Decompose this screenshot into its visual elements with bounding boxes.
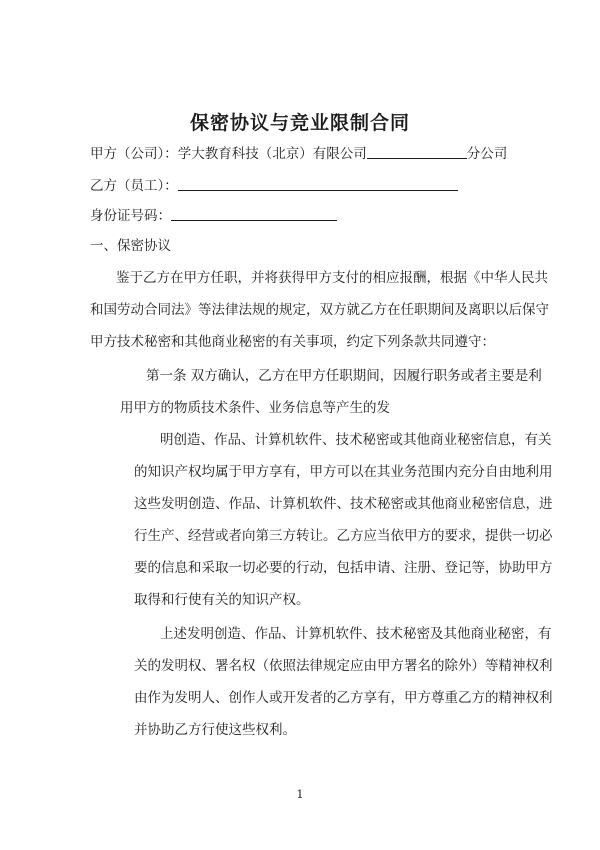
id-number-label: 身份证号码： (90, 208, 171, 224)
party-b-blank[interactable] (178, 176, 458, 191)
page-number: 1 (296, 788, 304, 801)
paragraph-line: 关的发明权、署名权（依照法律规定应由甲方署名的除外）等精神权利 (134, 658, 553, 674)
paragraph-line: 上述发明创造、作品、计算机软件、技术秘密及其他商业秘密，有 (160, 626, 552, 642)
party-a-label: 甲方（公司）： (90, 146, 178, 162)
intro-line: 鉴于乙方在甲方任职，并将获得甲方支付的相应报酬，根据《中华人民共 (116, 270, 548, 286)
party-b-label: 乙方（员工）： (90, 178, 178, 194)
party-b-line (90, 176, 458, 196)
id-number-line (90, 206, 337, 226)
party-a-line (90, 144, 507, 164)
paragraph-line: 这些发明创造、作品、计算机软件、技术秘密或其他商业秘密信息，进 (134, 496, 553, 512)
paragraph-line: 要的信息和采取一切必要的行动，包括申请、注册、登记等，协助甲方 (134, 560, 553, 576)
party-a-company: 学大教育科技（北京）有限公司 (177, 146, 367, 162)
paragraph-line: 由作为发明人、创作人或开发者的乙方享有，甲方尊重乙方的精神权利 (134, 690, 553, 706)
article-1-line: 第一条 双方确认，乙方在甲方任职期间，因履行职务或者主要是利 (146, 368, 542, 384)
document-title: 保密协议与竞业限制合同 (189, 112, 410, 134)
paragraph-line: 并协助乙方行使这些权利。 (134, 722, 296, 738)
intro-line: 和国劳动合同法》等法律法规的规定，双方就乙方在任职期间及离职以后保守 (90, 302, 549, 318)
paragraph-line: 取得和行使有关的知识产权。 (134, 592, 310, 608)
party-a-suffix: 分公司 (466, 146, 508, 162)
branch-blank[interactable] (367, 144, 467, 159)
section-heading: 一、保密协议 (90, 238, 171, 254)
intro-line: 甲方技术秘密和其他商业秘密的有关事项，约定下列条款共同遵守： (90, 334, 495, 350)
id-number-blank[interactable] (171, 206, 337, 221)
paragraph-line: 行生产、经营或者向第三方转让。乙方应当依甲方的要求，提供一切必 (134, 528, 553, 544)
paragraph-line: 的知识产权均属于甲方享有，甲方可以在其业务范围内充分自由地利用 (134, 464, 553, 480)
paragraph-line: 明创造、作品、计算机软件、技术秘密或其他商业秘密信息，有关 (160, 432, 552, 448)
article-1-line: 用甲方的物质技术条件、业务信息等产生的发 (120, 400, 390, 416)
